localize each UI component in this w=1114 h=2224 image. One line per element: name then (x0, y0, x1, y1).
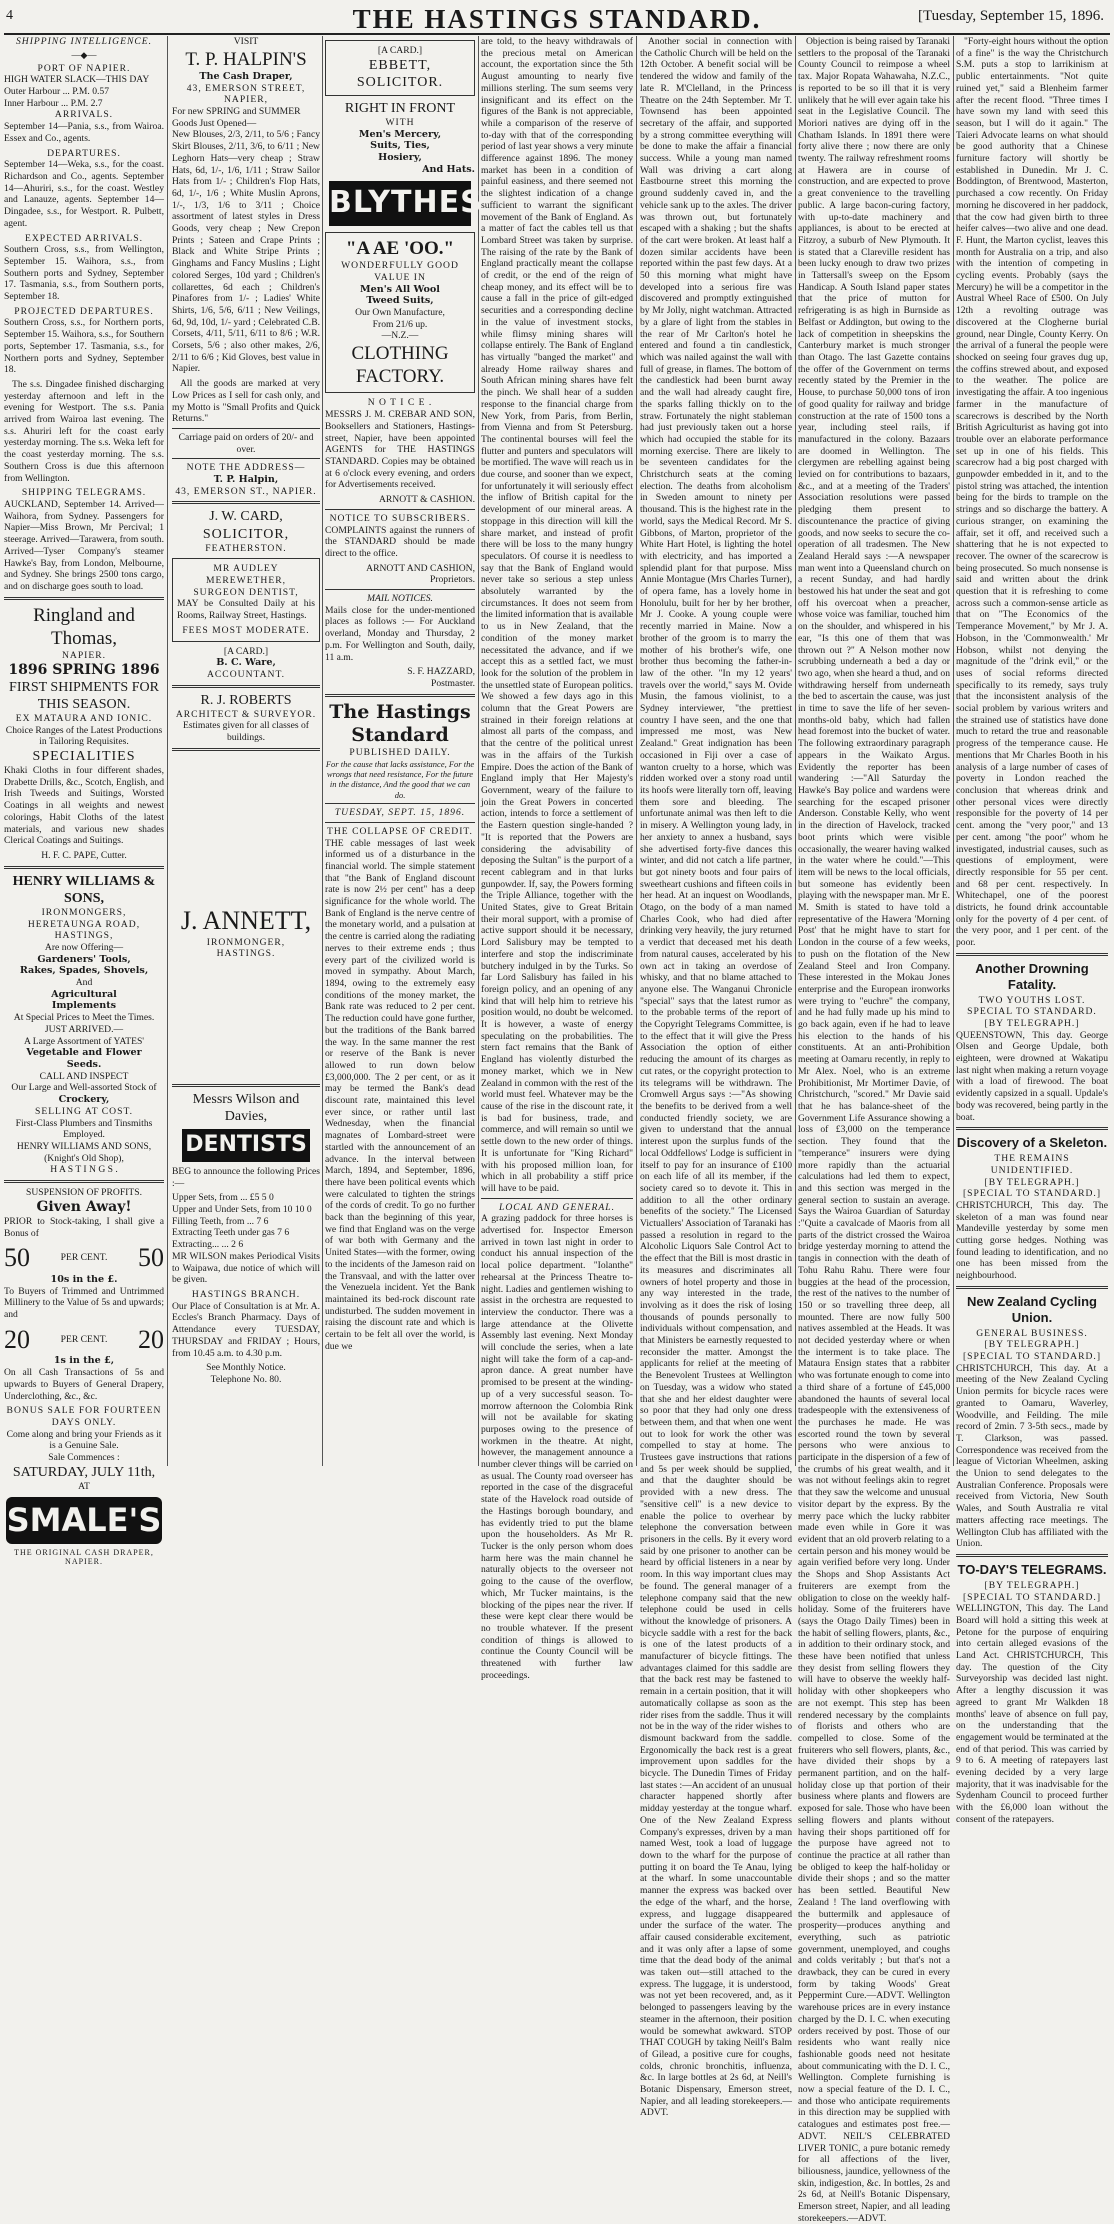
projected-heading: PROJECTED DEPARTURES. (14, 305, 154, 317)
blythes-logo: BLYTHES (329, 181, 471, 226)
local-news-items: Another social in connection with the Catholic Church will be held on the 12th October. A benefit social will be tendered the widow and family of the late R. M'Clelland, in the Princess Theatre on the 24th September. Mr T. Townsend has been appointed secretary of the affair, and supported by a strong committee everything will be done to make the affair a financial success. While a young man named Wall was driving a cart along Eastbourne street this morning the ground suddenly caved in, and the vehicle sank up to the axles. The driver was thrown out, but fortunately escaped with a shaking ; but the shafts of the cart were broken. At least half a dozen similar accidents have been reported within the past few days. At a 50 this morning what might have developed into a serious fire was discovered and promptly extinguished by Mr Jolly, night watchman. Attracted by a glare of light from the stables in the rear of Mr Carlton's hotel he entered and found a tin candlestick, which was nailed against the wall with full of grease, in flames. The bottom of the candlestick had been burnt away and the wall had already caught fire, the sparks falling thickly on to the straw. Fortunately the night stableman had just previously taken out a horse which had occupied the stable for its morning exercise. There are likely to be seventeen candidates for the Christchurch seats at the coming election. The deaths from alcoholism in Sweden amount to ninety per thousand. This is the highest rate in the world, says the Medical Record. Mr S. Gibbons, of Marton, proprietor of the White Hart Hotel, is lighting the hotel with electricity, and has imported a splendid plant for that purpose. Miss Annie Montague (Mrs Charles Turner), of opera fame, has a lovely home in Honolulu, built for her by her brother, Mr J. Cooke. A young couple were recently married in Maine. Now a brother of the groom is to marry the mother of his brother's wife, one brother thus becoming the father-in-law of the other. "In my 12 years' travels over the world," says M. Ovide Musin, the famous violinist, to a Sydney interviewer, "the prettiest country I have seen, and the one that impressed me most, was New Zealand." Great indignation has been occasioned in Fiji over a case of wanton cruelty to a horse, which was ridden worked over a stony road until its hoofs were literally torn off, leaving them sore and bleeding. The unfortunate animal was then left to die in misery. A Wellington young lady, in her anxiety to annex a husband, says she advertised forty-five dances this winter, and did not catch a life partner, but got ninety boots and four pairs of sweetheart cushions and fifteen coils in her head. At an inquest on Woodlands, Otago, on the body of a man named Charles Cook, who had died after drinking very heavily, the jury returned a verdict that deceased met his death from natural causes, accelerated by his own act in taking an overdose of whisky, and that no blame attached to anyone else. The Wanganui Chronicle "special" says that the latest rumor as to the probable terms of the report of the Copyright Telegrams Committee, is to the effect that it will give the Press Association the option of either reducing the amount of its charges as cut rates, or the copyright protection to its telegrams will be withdrawn. The Cromwell Argus says :—"As showing the benefits to be derived from a well conducted friendly society, we are given to understand that the annual interest upon the surplus funds of the local Oddfellows' Lodge is sufficient in itself to pay for an insurance of £100 on each life of all its member, if the society cared so to devote it. This in addition to all the other ordinary benefits of the society." The Licensed Victuallers' Association of Taranaki has passed a resolution in regard to the Alcoholic Liquors Sale Control Act to the effect that the Bill is most drastic in its measures and discriminates all owners of hotel property and those in any way interested in the trade, involving as it does the risk of losing thousands of pounds personally to individuals without compensation, and that Ministers be earnestly requested to reconsider the matter. Amongst the applicants for relief at the meeting of the Benevolent Trustees at Wellington on Tuesday, was a widow who stated that she and her eldest daughter were so poor that they had only one dress between them, and that when one went out to look for work the other was compelled to stay at home. The Trustees gave instructions that rations and 5s per week should be supplied, and that the daughter should be provided with a new dress. The "sensitive cell" is a new device to enable the police to overhear by telephone the conversation between prisoners in the cells. By it every word said by one prisoner to another can be heard by official listeners in a near by room. In this way important clues may be found. The general manager of a telephone company said that the new telephone could be used in cells without the knowledge of prisoners. A bicycle saddle with a rest for the back is one of the latest products of a manufacturer of bicycle fittings. The advantages claimed for this saddle are that the back rest may be fastened to remain in a certain position, that it will automatically collapse as soon as the rider rises from the saddle. Thus it will not be in the way of the rider wishes to dismount backward from the saddle. Ergonomically the back rest is a great improvement upon saddles for the bicycle. The Dunedin Times of Friday last states :—An accident of an unusual character happened shortly after midday yesterday at the tongue wharf. One of the New Zealand Express Company's expresses, driven by a man named West, took a load of luggage down to the wharf for the purpose of putting it on board the Te Anau, lying at the wharf. In some unaccountable manner the express was backed over the edge of the wharf, and the horse, express, and luggage disappeared under the surface of the water. The affair caused considerable excitement, and it was only after a lapse of some time that the dead body of the animal was taken out—still attached to the express. The luggage, it is understood, was not yet been recovered, and, as it belonged to passengers leaving by the steamer in the afternoon, their position would be somewhat awkward. STOP THAT COUGH by taking Neill's Balm of Gilead, a positive cure for coughs, colds, chronic bronchitis, influenza, &c. In large bottles at 2s 6d, at Neill's Botanic Dispensary, Emerson street, Napier, and all leading storekeepers.—ADVT. (640, 36, 792, 2119)
ten-shillings: 10s in the £. (50, 1273, 118, 1285)
tweed-suits: Tweed Suits, (366, 295, 434, 307)
from-price: From 21/6 up. (372, 318, 428, 330)
dentist-name: MR AUDLEY MEREWETHER, (205, 563, 286, 587)
postmaster: Postmaster. (431, 677, 475, 689)
call-inspect: CALL AND INSPECT (39, 1070, 129, 1082)
drowning-headline: Another Drowning Fatality. (975, 960, 1089, 992)
ringland-title: Ringland and Thomas, (33, 604, 135, 649)
mens-mercery: Men's Mercery, (358, 128, 442, 140)
tp-halpin: T. P. Halpin, (213, 474, 279, 486)
henry-williams-title: HENRY WILLIAMS & SONS, (12, 873, 156, 906)
page-number: 4 (6, 8, 13, 23)
column-rule (167, 36, 168, 1466)
price-upper-under: Upper and Under Sets, from 10 10 0 (172, 1204, 312, 1216)
sale-date: SATURDAY, JULY 11th, (12, 1464, 156, 1480)
mail-notices: MAIL NOTICES. (367, 593, 433, 605)
skeleton-headline: Discovery of a Skeleton. (956, 1135, 1108, 1151)
divider (325, 803, 475, 804)
outer-harbour: Outer Harbour ... P.M. 0.57 (4, 86, 109, 98)
newspaper-title: THE HASTINGS STANDARD. (352, 4, 762, 34)
column-5 (640, 36, 792, 2119)
accountant: ACCOUNTANT. (206, 668, 285, 680)
price-filling: Filling Teeth, from ... 7 6 (172, 1215, 269, 1227)
on-all-cash: On all Cash Transactions of 5s and upwards to Buyers of General Drapery, Underclothing, &c., &c. (4, 1367, 164, 1402)
price-extracting: Extracting... ... 2 6 (172, 1239, 244, 1251)
emerson-street: 43, EMERSON ST., NAPIER. (175, 485, 317, 497)
now-offering: Are now Offering— (44, 941, 124, 953)
telegraph-label-3: [BY TELEGRAPH.] (984, 1339, 1080, 1351)
departures-text: September 14—Weka, s.s., for the coast. Richardson and Co., agents. September 14—Ahuriri, s.s., for the coast. Westley and Lanauze, agents. September 14—Dingadee, s.s., for Westport. R. Pulbett, agent. (4, 159, 164, 229)
notice-text: MESSRS J. M. CREBAR AND SON, Booksellers and Stationers, Hastings-street, Napier, have been appointed AGENTS for THE HASTINGS STANDARD. Copies may be obtained at 6 o'clock every evening, and orders for Advertisements received. (325, 409, 475, 491)
masthead-rule (4, 33, 1110, 35)
come-along: Come along and bring your Friends as it is a Genuine Sale. (6, 1428, 162, 1452)
selling-at-cost: SELLING AT COST. (35, 1105, 133, 1117)
sale-commences: Sale Commences : (48, 1452, 120, 1464)
proprietors: Proprietors. (429, 574, 475, 586)
mail-text: Mails close for the under-mentioned places as follows :— For Auckland overland, Monday and Thursday, 2 p.m. For Wellington and South, daily, 11 a.m. (325, 604, 475, 663)
card-name: J. W. CARD, (209, 509, 283, 525)
given-away: Given Away! (36, 1198, 132, 1215)
a-ae-oo: "A AE 'OO." (345, 238, 455, 260)
goods-list: New Blouses, 2/3, 2/11, to 5/6 ; Fancy Skirt Blouses, 2/11, 3/6, to 6/11 ; New Leghorn Hats—very cheap ; Straw Hats, 6d, 1/-, 1/6, 1/11 ; Straw Sailor Hats from 1/- ; Children's Flop Hats, 6d, 1/-, 1/6 ; White Muslin Aprons, 1/-, 1/3, 1/6 to 3/11 ; Choice assortment of latest styles in Dress Goods, very cheap ; New Crepon Prints ; Sateen and Crape Prints ; Black and White Stripe Prints ; Ginghams and Fancy Muslins ; Light colored Serges, 10d yard ; Children's collarettes, 6d each ; Children's Pinafores from 1/- ; Ladies' White Shirts, 1/6, 5/6, 6/11 ; New Veilings, 6d, 9d, 10d, 1/- yard ; Celebrated C.B. Corsets, 4/11, 5/11, 6/11 to 8/6 ; W.R. Corsets, 5/6 ; also other makes, 2/6, 2/11 to 6/6 ; Kid Gloves, best value in Napier. (172, 129, 320, 375)
column-1 (4, 36, 164, 1567)
hosiery: Hosiery, (378, 152, 422, 164)
column-3 (325, 36, 483, 1466)
specialities: SPECIALITIES (32, 749, 136, 764)
wilson-davies: Messrs Wilson and Davies, (192, 1091, 300, 1125)
ebbett-name: EBBETT, (368, 57, 432, 73)
annett-name: J. ANNETT, (180, 905, 312, 935)
notice-heading: N O T I C E . (367, 397, 433, 409)
cycling-subhead: GENERAL BUSINESS. (976, 1327, 1088, 1339)
column-rule (795, 36, 796, 1466)
shipping-heading: SHIPPING INTELLIGENCE. (15, 36, 153, 47)
twenty-per-cent (4, 1324, 164, 1356)
column-rule (636, 36, 637, 1466)
drowning-subhead: TWO YOUTHS LOST. (978, 994, 1086, 1006)
price-gas: Extracting Teeth under gas 7 6 (172, 1227, 290, 1239)
arnott-cashion: ARNOTT & CASHION. (378, 494, 475, 506)
divider (4, 1180, 164, 1183)
and-text: And (75, 977, 93, 989)
masthead (0, 0, 1114, 34)
estimates: Estimates given for all classes of buildings. (182, 720, 310, 744)
ebbett-card (325, 40, 475, 96)
implements: Implements (51, 1000, 117, 1012)
telegraph-label-2: [BY TELEGRAPH.] (984, 1176, 1080, 1188)
with-text: WITH (385, 116, 415, 128)
cash-draper: The Cash Draper, (199, 70, 293, 82)
shipping-notes: The s.s. Dingadee finished discharging yesterday afternoon and left in the evening for Westport. The s.s. Pania arrived from Wairoa last evening. The s.s. Ahuriri left for the coast early yesterday morning. The s.s. Weka left for the coast yesterday morning. The s.s. Southern Cross is due this afternoon from Wellington. (4, 378, 164, 484)
rakes-spades: Rakes, Spades, Shovels, (19, 965, 149, 977)
date-line: TUESDAY, SEPT. 15, 1896. (334, 807, 466, 819)
divider (172, 685, 320, 688)
vegetable-flower: Vegetable and Flower (26, 1047, 142, 1059)
column-7 (956, 36, 1108, 1825)
divider (4, 866, 164, 869)
first-shipments: FIRST SHIPMENTS FOR THIS SEASON. (9, 679, 159, 712)
at-text: AT (78, 1480, 90, 1492)
all-goods: All the goods are marked at very Low Prices as I sell for cash only, and my Motto is "Small Profits and Quick Returns." (172, 378, 320, 425)
may-be-consulted: MAY be Consulted Daily at his Rooms, Railway Street, Hastings. (177, 598, 315, 622)
blank-space (172, 755, 320, 905)
drowning-text: QUEENSTOWN, This day. George Olsen and George Updale, both eighteen, were drowned at Wakatipu last night when making a return voyage with a load of firewood. The boat evidently capsized in a squall. Updale's body was recovered, being partly in the boat. (956, 1029, 1108, 1123)
leading-article-continued: are told, to the heavy withdrawals of the precious metal on American account, the exportation since the 5th August amounting to nearly five millions sterling. The sum seems very insignificant and its effect on the figures of the Bank is not appreciable, while a comparison of the reserve of to-day with that of the corresponding period of last year shows a very minute difference against 1896. The money market has been in a condition of painful easiness, and there seemed not the slightest indication of a change sufficient to warrant the significant movement of the Bank of England. As a matter of fact the cables tell us that Lombard Street was taken by surprise. The raising of the rate by the Bank of England practically meant the collapse of credit, or the end of the reign of cheap money, and its effect will be to cause a fall in the price of gilt-edged securities and a corresponding decline in the value of investment stocks, while flimsy mining shares will collapse entirely. The Bank of England has virtually "banged the market" and already Home railway shares and South African mining shares have felt the pinch. We shall hear of a sudden response to the financial charge from New York, from Paris, from Berlin, from Vienna and from St Petersburg. The continental bourses will feel the flutter and punters and speculators will be mortified. The wave will reach us in due course, and sooner than we expect, for unfortunately it will seriously effect the inflow of British capital for the development of our mineral areas. A stoppage in this direction will kill the share market, and instead of profit there will be loss to the many hungry speculators. Of course it is needless to say that the Bank of England would never take so serious a step unless absolutely warranted by the circumstances. It does not seem from the limited information that is available to us in New Zealand, that the condition of the money market necessitated the advance, and if we accept this as a settled fact, we must look for the solution of the problem in the unsettled state of European politics. We showed a few days ago in this column that the Great Powers are strained in their foreign relations at almost all parts of the compass, and that the centre of the political unrest was in the affairs of the Turkish Empire. Does the action of the Bank of England imply that Her Majesty's Government, weary of the failure to join the Great Powers in concerted action, intends to force a settlement of the Eastern question single-handed ? "It is reported that the Powers are considering the advisability of deposing the Sultan" is the purport of a recent cablegram and in that lurks gunpowder. If, say, the Powers forming the Triple Alliance, together with the United States, give to Great Britain their moral support, with a promise of active support should it be necessary, Lord Salisbury may be tempted to interfere and stop the indiscriminate butchery indulged in by the Turks. So far Lord Salisbury has failed in his foreign policy, and an opening of any kind that will help him to retrieve his position would, no doubt be welcomed. It is however, a waste of energy speculating on the probabilities. The stern fact remains that the Bank of England has violently disturbed the money market, which we in New Zealand in common with the rest of the world must feel. Whatever may be the cause of the rise in the discount rate, it is bad for business, trade, and commerce, and will remain so until we settle down to the new order of things. It is unfortunate for "King Richard" with his proposed million loan, for which in all probability a stiff price will have to be paid. (481, 36, 633, 1194)
visit: VISIT (233, 36, 259, 47)
seeds: Seeds. (66, 1059, 102, 1070)
telegraph-label-4: [BY TELEGRAPH.] (984, 1579, 1080, 1591)
carriage-paid: Carriage paid on orders of 20/- and over. (178, 431, 314, 455)
hazzard: S. F. HAZZARD, (407, 666, 475, 678)
standard-title: The Hastings Standard (329, 700, 471, 746)
special-label-2: [SPECIAL TO STANDARD.] (962, 1188, 1102, 1200)
specialities-text: Khaki Cloths in four different shades, Drabette Drills, &c., Scotch, English, and Irish Tweeds and Suitings, Worsted Coatings in all weights and newest colorings, Habit Cloths of the latest materials, and various new shades Clerical Coatings and Suitings. (4, 765, 164, 847)
spring-1896: 1896 SPRING 1896 (8, 661, 160, 678)
standard-motto: For the cause that lacks assistance, For the wrongs that need resistance, For the future in the distance, And the good that we can do. (325, 758, 475, 800)
column-rule (478, 36, 479, 1466)
original-cash-draper: THE ORIGINAL CASH DRAPER, NAPIER. (14, 1547, 154, 1567)
arnott-cashion-2: ARNOTT AND CASHION, (366, 562, 475, 574)
published-daily: PUBLISHED DAILY. (349, 747, 451, 758)
telephone: Telephone No. 80. (210, 1373, 282, 1385)
fifty-left: 50 (4, 1243, 30, 1273)
special-label-4: [SPECIAL TO STANDARD.] (962, 1591, 1102, 1603)
heretaunga-road: HERETAUNGA ROAD, HASTINGS, (27, 918, 141, 942)
cutter: H. F. C. PAPE, Cutter. (41, 850, 127, 861)
ware-name: B. C. Ware, (216, 657, 276, 669)
right-in-front: RIGHT IN FRONT (344, 100, 456, 116)
plumbers: First-Class Plumbers and Tinsmiths Employed. (15, 1117, 153, 1141)
just-arrived: JUST ARRIVED.— (44, 1023, 124, 1035)
cycling-text: CHRISTCHURCH, This day. At a meeting of the New Zealand Cycling Union permits for bicycle races were granted to Oamaru, Waverley, Woodville, and Feilding. The mile record of 2min. 7 3-5th secs., made by T. Clarkson, was passed. Correspondence was received from the league of Victorian Wheelmen, asking the Union to send delegates to the Australian Conference. Proposals were received from Victoria, New South Wales, and South Australia re vital matters affecting race meetings. The Wellington Club has affiliated with the Union. (956, 1362, 1108, 1550)
high-water: HIGH WATER SLACK—THIS DAY (4, 74, 150, 86)
crockery: Crockery, (58, 1094, 110, 1106)
telegrams-headline: TO-DAY'S TELEGRAMS. (957, 1561, 1107, 1577)
fifty-per-cent (4, 1242, 164, 1274)
henry-williams-signature: HENRY WILLIAMS AND SONS, (16, 1140, 152, 1152)
fifty-right: 50 (137, 1243, 164, 1273)
special-label-3: [SPECIAL TO STANDARD.] (962, 1351, 1102, 1363)
divider (481, 1198, 633, 1199)
own-manufacture: Our Own Manufacture, (355, 307, 445, 319)
divider (956, 1286, 1108, 1289)
smales-logo: SMALE'S (6, 1497, 162, 1544)
telegrams-text: WELLINGTON, This day. The Land Board will hold a sitting this week at Petone for the purpose of enquiring into certain alleged evasions of the Land Act. CHRISTCHURCH, This day. The question of the City Surveyorship was decided last night. After a lengthy discussion it was agreed to grant Mr Walkden 18 months' leave of absence on full pay, on the understanding that the engagement would be terminated at the end of that period. This was carried by 9 to 6. A meeting of ratepayers last evening decided by a very large majority, that it was inadvisable for the Sydenham Council to proceed further with the £6,000 loan without the consent of the ratepayers. (956, 1603, 1108, 1825)
special-prices: At Special Prices to Meet the Times. (13, 1012, 155, 1024)
ebbett-solicitor: SOLICITOR. (356, 74, 444, 90)
local-general-text: A grazing paddock for three horses is advertised for. Inspector Emerson arrived in town last night in order to conduct his annual inspection of the local police department. "Iolanthe" rehearsal at the Princess Theatre to-night. Ladies and gentlemen wishing to assist in the orchestra are requested to interview the conductor. There was a large attendance at the Olivette Assembly last evening. Next Monday will conclude the series, when a late night will take the form of a cap-and-apron dance. A great number have promised to be present at the winding-up of a very successful season. To-morrow afternoon the Colombia Rink will not be available for skating purposes owing to the presence of workmen in the theatre. At night, however, the management announce a number clever things will be carried on as usual. The County road overseer has reported in the case of the disgraceful state of the Havelock road outside of the Hastings borough boundary, and has evidently tried to put the blame upon the householders. As Mr R. Tucker is the only person whom does harm here was the main channel he naturally objects to the overseer not going to the cause of the overflow, which, Mr Tucker maintains, is the blocking of the pipes near the river. If these were kept clear there would be no trouble whatever. If the present condition of things is allowed to continue the County Council will be threatened with further law proceedings. (481, 1213, 633, 1681)
divider (172, 748, 320, 751)
twenty-right: 20 (137, 1324, 164, 1354)
ornament: —◆— (71, 49, 97, 60)
dentist-card (172, 558, 320, 641)
expected-text: Southern Cross, s.s., from Wellington, September 15. Waihora, s.s., from Southern ports and Sydney, September 17. Tasmania, s.s., from Southern ports, September 18. (4, 244, 164, 303)
divider (172, 501, 320, 504)
mens-wool: Men's All Wool (360, 283, 440, 295)
bonus-sale: BONUS SALE FOR FOURTEEN DAYS ONLY. (6, 1405, 162, 1428)
collapse-heading: THE COLLAPSE OF CREDIT. (327, 825, 473, 837)
divider (956, 953, 1108, 956)
departures-heading: DEPARTURES. (47, 147, 121, 159)
branch-text: Our Place of Consultation is at Mr. A. Eccles's Branch Pharmacy. Days of Attendance every TUESDAY, THURSDAY and FRIDAY ; Hours, from 10.45 a.m. to 4.30 p.m. (172, 1300, 320, 1359)
arrivals-text: September 14—Pania, s.s., from Wairoa. Essex and Co., agents. (4, 121, 164, 144)
our-large: Our Large and Well-assorted Stock of (11, 1082, 157, 1094)
gardeners-tools: Gardeners' Tools, (37, 953, 131, 965)
divider (956, 1127, 1108, 1130)
architect: ARCHITECT & SURVEYOR. (175, 708, 317, 720)
clothing: CLOTHING (351, 343, 449, 365)
column-6 (798, 36, 950, 2224)
hastings-branch: HASTINGS BRANCH. (191, 1289, 301, 1300)
one-shilling: 1s in the £, (53, 1355, 115, 1367)
expected-heading: EXPECTED ARRIVALS. (24, 232, 144, 244)
monthly-notice: See Monthly Notice. (206, 1362, 286, 1374)
ex-ships: EX MATAURA AND IONIC. (15, 712, 153, 724)
blank-space (172, 960, 320, 1080)
featherston: FEATHERSTON. (205, 542, 287, 554)
divider (325, 509, 475, 510)
a-card: [A CARD.] (377, 45, 423, 56)
local-general-heading: LOCAL AND GENERAL. (499, 1201, 615, 1213)
general-items: "Forty-eight hours without the option of a fine" is the way the Christchurch S.M. puts a stop to larrikinism at public entertainments. "Not quite ruined yet," said a Blenheim farmer after the recent flood. "Three times I have sown my land with seed this season, but I will do it again." The Taieri Advocate learns on what should be good authority that a Chinese furniture factory will shortly be established in Dunedin. Mr J. C. Boddington, of Brentwood, Masterton, purchased a cow recently. On Friday morning he discovered in her paddock, that the cow had given birth to three heifer calves—two alive and one dead. F. Hunt, the Marton cyclist, leaves this month for Australia on a trip, and also with the intention of competing in cycling events. Probably (says the Mercury) he will be a competitor in the Austral Wheel Race of £500. On July 12th a revolting outrage was discovered at the Clogherne burial ground, near Dingle, County Kerry. On the arrival of a funeral the people were shocked on seeing four graves dug up, the coffins strewed about, and exposed to the weather. The police are investigating the affair. A too ingenious farmer in the manufacture of scarecrows is described by the North British Agriculturist as having got into trouble over an elaborate performance set up in one of his fields. This scarecrow had a big post charged with gunpowder embedded in it, and to the pistol string was attached, the intention being for the birds to trample on the strings and so discharge the battery. A curious stranger, on examining the affair, set it off, and received such a shattering that he is not expected to recover. The owner of the scarecrow is being prosecuted. So much nonsense is said and written about the drink question that it is refreshing to come across such a common-sense article as that on "The Economics of the Temperance Movement," by Mr J. A. Hobson, in the 'Commonwealth.' Mr Hobson, whilst not denying the magnitude of the "drink evil," or the uses of social reforms directed specifically to its remedy, says truly that the inconsistent analysis of the social problem by various writers and the strained use of statistics have done much to retard the true and reasonable progress of the temperance cause. He mentions that Mr Charles Booth in his analysis of a large number of cases of poverty in London reached the conclusion that whereas drink and other personal vices were directly responsible for the poverty of 14 per cent. among the "very poor," and 13 per cent. among "the poor" whom he investigated, industrial causes, such as questions of employment, were directly responsible for 55 per cent. and 68 per cent. respectively. In Whitechapel, one of the poorest districts, he found drink accountable only for the poverty of 4 per cent. of the very poor, and 1 per cent. of the poor. (956, 36, 1108, 949)
clothing-factory-ad (325, 232, 475, 393)
per-cent-label-2: PER CENT. (60, 1333, 108, 1345)
divider (325, 694, 475, 697)
per-cent-label: PER CENT. (60, 1252, 108, 1264)
factory: FACTORY. (355, 366, 445, 388)
hastings: H A S T I N G S . (50, 1164, 118, 1176)
prior-text: PRIOR to Stock-taking, I shall give a Bonus of (4, 1215, 164, 1239)
notice-subscribers: NOTICE TO SUBSCRIBERS. (329, 512, 471, 524)
halpin-address: 43, EMERSON STREET, NAPIER, (186, 82, 306, 106)
shipping-telegrams: AUCKLAND, September 14. Arrived—Waihora, from Sydney. Passengers for Napier—Miss Brown, Mr Percival; 1 steerage. Arrived—Tarawera, from south. Arrived—Tyser Company's steamer Hawke's Bay, from London, Melbourne, and Sydney. She brings 2500 tons cargo, and on discharge goes south to load. (4, 498, 164, 592)
a-card: [A CARD.] (223, 645, 269, 657)
cycling-headline: New Zealand Cycling Union. (966, 1293, 1098, 1325)
skeleton-text: CHRISTCHURCH, This day. The skeleton of a man was found near Mandeville yesterday by some men cutting gorse hedges. Nothing was found leading to identification, and no one has been missed from the neighbourhood. (956, 1199, 1108, 1282)
ringland-place: NAPIER. (61, 649, 107, 661)
column-rule (953, 36, 954, 1466)
fees: FEES MOST MODERATE. (182, 624, 310, 636)
divider (956, 1554, 1108, 1557)
column-2 (172, 36, 320, 1466)
nz-label: —N.Z.— (381, 330, 419, 342)
old-shop: (Knight's Old Shop), (44, 1152, 124, 1164)
dentists-banner: DENTISTS (182, 1129, 310, 1162)
projected-text: Southern Cross, s.s., for Northern ports, September 15. Waihora, s.s., for Southern ports, September 17. Tasmania, s.s., for Northern ports and Sydney, September 18. (4, 317, 164, 376)
port-heading: PORT OF NAPIER. (37, 62, 131, 74)
divider (325, 822, 475, 823)
note-address: NOTE THE ADDRESS— (186, 462, 306, 474)
divider (4, 597, 164, 600)
column-rule (322, 36, 323, 1466)
divider (325, 589, 475, 590)
telegraph-label-1: [BY TELEGRAPH.] (984, 1017, 1080, 1029)
wonderfully-good: WONDERFULLY GOOD VALUE IN (341, 260, 459, 283)
column-4 (481, 36, 633, 1681)
and-hats: And Hats. (422, 163, 475, 175)
agricultural: Agricultural (51, 988, 117, 1000)
divider (172, 428, 320, 429)
arrivals-heading: ARRIVALS. (54, 109, 114, 121)
large-assortment: A Large Assortment of YATES' (23, 1035, 145, 1047)
issue-date: [Tuesday, September 15, 1896. (918, 8, 1104, 24)
complaints: COMPLAINTS against the runners of the STANDARD should be made direct to the office. (325, 524, 475, 559)
halpin-title: T. P. HALPIN'S (185, 48, 307, 70)
choice-ranges: Choice Ranges of the Latest Productions in Tailoring Requisites. (5, 724, 163, 748)
ironmongers: IRONMONGERS, (41, 906, 127, 918)
telegrams-heading: SHIPPING TELEGRAMS. (21, 487, 147, 499)
to-buyers: To Buyers of Trimmed and Untrimmed Millinery to the Value of 5s and upwards; and (4, 1285, 164, 1321)
inner-harbour: Inner Harbour ... P.M. 2.7 (4, 97, 103, 109)
suits-ties: Suits, Ties, (370, 140, 430, 152)
suspension-of-profits: SUSPENSION OF PROFITS. (26, 1187, 142, 1199)
twenty-left: 20 (4, 1324, 30, 1354)
beg-text: BEG to announce the following Prices :— (172, 1165, 320, 1189)
price-upper: Upper Sets, from ... £5 5 0 (172, 1192, 274, 1204)
divider (172, 458, 320, 459)
roberts-name: R. J. ROBERTS (200, 692, 292, 708)
annett-place: HASTINGS. (216, 948, 276, 960)
annett-trade: IRONMONGER, (206, 936, 286, 948)
for-new: For new SPRING and SUMMER Goods Just Opened— (172, 105, 301, 129)
local-news-items-2: Objection is being raised by Taranaki settlers to the proposal of the Taranaki County Council to reimpose a wheel tax. Major Ropata Wahawaha, N.Z.C., is reported to be so ill that it is very unlikely that he will ever again take his seat in the Legislative Council. The Moriori natives are dying off in the Chatham Islands. In 1891 there were forty alive there ; now there are only twenty. The railway refreshment rooms at Hawera are in course of construction, and are expected to prove a great convenience to the travelling public. A large bacon-curing factory, with up-to-date machinery and appliances, is about to be erected at Fitzroy, a suburb of New Plymouth. It is stated that a Clareville resident has been lucky enough to draw two prizes in Tattersall's sweep on the Epsom Handicap. A South Island paper states that the price of mutton for refrigerating is as high in Burnside as Belfast or Addington, but owing to the lack of competition in sheepskins the Canterbury market is much stronger than Otago. The last Gazette contains the offer of the Government on terms recently stated by the Premier in the House, to purchase 50,000 tons of iron of good quality for railway and bridge construction at the rate of 1500 tons a year, including steel rails, if manufactured in the colony. Bazaars are doomed in Wellington. The clergymen are rebelling against being levied on for contributions to bazaars, &c., and at a meeting of the Traders' Association resolutions were passed pledging them present to discountenance the practice of giving goods, and now seeks to secure the co-operation of all tradesmen. The New Zealand Herald says :—A newspaper man went into a Queensland church on a recent Sunday, and had hardly bestowed his hat under the seat and got off his overcoat when a preacher, whose voice was familiar, touched him on the shoulder, and whispered in his ear, "Is this one of them that was thrown out ?" A Nelson mother now scrubbing underneath a bed a day or two ago, when she heard a thud, and on withdrawing herself from underneath the bed to ascertain the cause, was just in time to save the life of her seven-months-old baby, which had fallen head foremost into the bucket of water. The following extraordinary paragraph appears in the Waikato Argus. Evidently the reporter has been wandering :—"All Saturday the Hawke's Bay police and wardens were searching for the escaped prisoner Anderson. Constable Kelly, who went in the direction of Havelock, tracked boot prints which were visible occasionally, the wearer having walked in the water where he could."—This item will be news to the local officials, but someone has evidently been playing with the newspaper man. Mr E. M. Smith is stated to have told a representative of the Hawera 'Morning Post' that he might have to start for London in the course of a few weeks, to push on the flotation of the New Zealand Steel and Iron Company. These interested in the Mokau Jones enterprise and the European ironworks were trying to "euchre" the company, and he had fully made up his mind to go back again, even if he had to leave his election to the hands of his constituents. At an anti-Prohibition meeting at Oamaru recently, in reply to Mr Alex. Noel, who is an extreme Prohibitionist, Mr Mortimer Davie, of Christchurch, "scored." Mr Davie said that he has balance-sheet of the Government Life Assurance showing a loss of £3,000 on the temperance section. They found that the "temperance" insurers were dying more rapidly than the actuarial calculations had led them to expect, and this section was merged in the general section to sustain an average. Says the Wairoa Guardian of Saturday :"Quite a cavalcade of Maoris from all parts of the district crossed the Wairoa bridge yesterday morning to attend the tangis in connection with the death of Tohu Rahu Rahu. There were four buggies at the head of the procession, the rest of the natives to the number of 150 or so travelling three deep, all mounted. There are now fully 500 natives assembled at the Heads. It was not decided yesterday where or when the interment is to take place. The Mataura Ensign states that a rabbiter who was fortunate enough to come into a third share of a fortune of £45,000 abandoned the haunts of several local tradespeople with the extensiveness of the purchases he made. He was escorted round the town by several persons who were anxious to participate in the dispersion of a few of the crumbs of his great wealth, and it was not without feelings akin to regret that they saw the welcome and unusual visitor depart by the express. By the merry pace which the lucky rabbiter made even while in Gore it was evident that an old proverb relating to a certain person and his money would be again verified before very long. Under the Shops and Shop Assistants Act fruiterers are exempt from the obligation to close on the weekly half-holiday. Some of the fruiterers have (says the Otago Daily Times) been in the habit of selling flowers, plants, &c., in addition to their ordinary stock, and these have been notified that unless they desist from selling flowers they will have to observe the weekly half-holiday with other shopkeepers who are not exempt. This step has been rendered necessary by the complaints of florists and others who are compelled to close. Some of the fruiterers who sell flowers, plants, &c., have divided their shops by a permanent partition, and on the half-holiday close up that portion of their business where plants and flowers are exposed for sale. Those who have been selling flowers and plants without having their shops partitioned off for the purpose have agreed not to continue the practice at all rather than be obliged to keep the half-holiday or divide their shops ; and so the matter has been settled. Beautiful New Zealand ! The land overflowing with the buttermilk and applesauce of prosperity—produces anything and everything, such as patriotic government, unemployed, and coughs and colds veritably ; but that's not a drawback, they can be cured in every form by taking Woods' Great Peppermint Cure.—ADVT. Wellington warehouse prices are in every instance charged by the D. I. C. when executing orders received by post. Those of our residents who want really nice fashionable goods need not hesitate about communicating with the D. I. C., Wellington. Complete furnishing is now a special feature of the D. I. C., and those who anticipate requirements in this direction may be supplied with catalogues and estimates post free.—ADVT. NEIL'S CELEBRATED LIVER TONIC, a pure botanic remedy for all affections of the liver, biliousness, jaundice, yellowness of the skin, indigestion, &c. In bottles, 2s and 2s 6d, at Neill's Botanic Dispensary, Emerson street, Napier, and all leading storekeepers.—ADVT. (798, 36, 950, 2224)
special-label-1: SPECIAL TO STANDARD. (967, 1006, 1097, 1018)
divider (172, 1084, 320, 1087)
card-solicitor: SOLICITOR, (202, 526, 290, 542)
leading-article: THE cable messages of last week informed us of a disturbance in the financial world. The simple statement that "the Bank of England discount rate is now 2½ per cent" has a deep significance for the whole world. The Bank of England is the nerve centre of the monetary world, and a pulsation at the centre is carried along the radiating nerves to their extreme ends ; thus every part of the civilized world is moved in sympathy. About March, 1894, owing to the extremely easy conditions of the money market, the Bank rate was reduced to 2 per cent. The reduction could have gone further, but the traditions of the Bank barred the way. In the same manner the rest or reserve of the Bank is never allowed to run down below £3,000,000. The 2 per cent, or as it may be termed the Bank's dead discount rate, maintained this level ever since, or rather until last Wednesday, when the financial magnates of Lombard-street were startled with the announcement of an advance. In the interval between March, 1894, and September, 1896, there have been political events which were calculated to tighten the strings of the cords of credit. To go no further back than the beginning of this year, we find that England was on the verge of war both with Germany and the United States—with the former, owing to the incidents of the Jameson raid on the Transvaal, and with the latter over the Venezuela incident. Yet the Bank maintained its bed-rock discount rate undisturbed. The sudden movement in raising the discount rate and which is certain to be felt all over the world, is due we (325, 837, 475, 1352)
skeleton-subhead: THE REMAINS UNIDENTIFIED. (990, 1153, 1074, 1176)
surgeon-dentist: SURGEON DENTIST, (193, 586, 299, 598)
wilson-visits: MR WILSON makes Periodical Visits to Waipawa, due notice of which will be given. (172, 1250, 320, 1286)
